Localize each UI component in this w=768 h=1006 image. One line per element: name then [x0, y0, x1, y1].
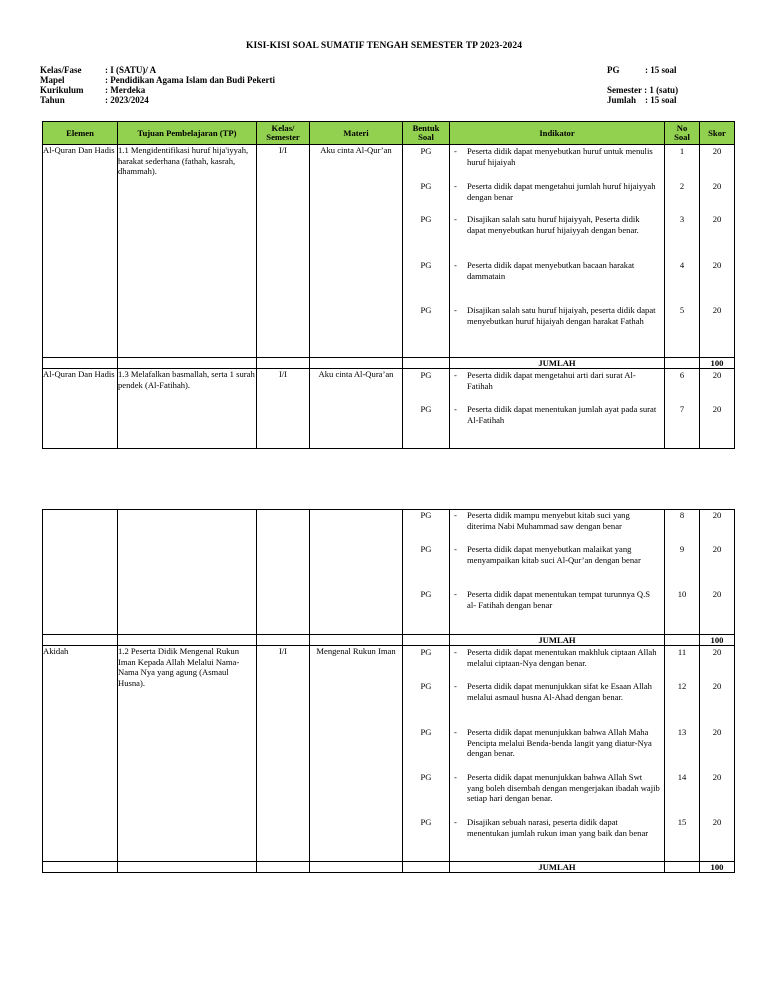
meta-value: : I (SATU)/ A [105, 65, 157, 75]
bullet-dash: - [454, 181, 457, 191]
skor-value: 20 [712, 681, 722, 691]
indikator-item [450, 181, 664, 214]
bentuk-value: PG [420, 404, 432, 414]
bullet-dash: - [454, 260, 457, 270]
bullet-dash: - [454, 510, 457, 520]
jumlah-empty [665, 635, 700, 646]
cell-bentuk-stack [403, 369, 450, 449]
indikator-text: Peserta didik dapat menunjukkan bahwa Allah Maha Pencipta melalui Benda-benda langit yang diatur-Nya dengan benar. [467, 727, 652, 758]
kisi-table-part-1 [42, 121, 735, 449]
no-value: 11 [677, 647, 687, 657]
indikator-text: Peserta didik dapat menentukan jumlah ayat pada surat Al-Fatihah [467, 404, 657, 425]
meta-value: : 15 soal [645, 95, 677, 105]
skor-value: 20 [712, 727, 722, 737]
skor-value: 20 [712, 772, 722, 782]
skor-value: 20 [712, 214, 722, 224]
cell-no-stack [665, 145, 700, 358]
document-meta-right [607, 65, 678, 105]
no-value: 15 [677, 817, 687, 827]
table-row [43, 646, 735, 862]
meta-row-kelas [40, 65, 275, 75]
meta-row-pg [607, 65, 678, 75]
jumlah-empty [310, 862, 403, 873]
indikator-text: Peserta didik dapat menentukan makhluk ciptaan Allah melalui ciptaan-Nya dengan benar. [467, 647, 657, 668]
no-value: 6 [679, 370, 685, 380]
skor-value: 20 [712, 589, 722, 599]
indikator-item [450, 727, 664, 772]
indikator-text: Peserta didik dapat menyebutkan bacaan harakat dammatain [467, 260, 635, 281]
bullet-dash: - [454, 370, 457, 380]
jumlah-value: 100 [700, 862, 735, 873]
cell-bentuk-stack [403, 145, 450, 358]
jumlah-label: JUMLAH [450, 862, 665, 873]
table-row [43, 369, 735, 449]
indikator-text: Disajikan sebuah narasi, peserta didik dapat menentukan jumlah rukun iman yang baik dan benar [467, 817, 649, 838]
header-kelas-line2: Semester [266, 132, 300, 142]
cell-kelas: I/I [257, 145, 310, 358]
header-no-line2: Soal [674, 132, 690, 142]
jumlah-label: JUMLAH [450, 358, 665, 369]
jumlah-empty [257, 635, 310, 646]
bullet-dash: - [454, 305, 457, 315]
cell-indikator-stack [450, 646, 665, 862]
jumlah-empty [43, 635, 118, 646]
bentuk-value: PG [420, 510, 432, 520]
no-value: 8 [679, 510, 685, 520]
bentuk-value: PG [420, 817, 432, 827]
meta-key: Jumlah [607, 95, 637, 105]
skor-value: 20 [712, 404, 722, 414]
cell-tp: 1.3 Melafalkan basmallah, serta 1 surah pendek (Al-Fatihah). [118, 369, 257, 449]
jumlah-row [43, 358, 735, 369]
indikator-item [450, 681, 664, 727]
cell-skor-stack [700, 369, 735, 449]
cell-materi [310, 510, 403, 635]
cell-tp: 1.1 Mengidentifikasi huruf hija'iyyah, harakat sederhana (fathah, kasrah, dhammah). [118, 145, 257, 358]
indikator-text: Peserta didik dapat menyebutkan malaikat yang menyampaikan kitab suci Al-Qur’an dengan benar [467, 544, 641, 565]
kisi-table-part-2 [42, 509, 735, 873]
bullet-dash: - [454, 727, 457, 737]
indikator-text: Peserta didik dapat mengetahui jumlah huruf hijaiyyah dengan benar [467, 181, 656, 202]
header-indikator: Indikator [450, 122, 665, 145]
header-bentuk-line2: Soal [418, 132, 434, 142]
meta-value: : Pendidikan Agama Islam dan Budi Pekerti [105, 75, 276, 85]
no-value: 3 [679, 214, 685, 224]
table-header-row [43, 122, 735, 145]
meta-row-tahun [40, 95, 275, 105]
table-row [43, 510, 735, 635]
indikator-item [450, 544, 664, 589]
meta-key: Mapel [40, 75, 65, 85]
header-no [665, 122, 700, 145]
jumlah-value: 100 [700, 635, 735, 646]
bentuk-value: PG [420, 214, 432, 224]
no-value: 12 [677, 681, 687, 691]
skor-value: 20 [712, 817, 722, 827]
indikator-text: Peserta didik dapat menunjukkan bahwa Allah Swt yang boleh disembah dengan mengerjakan ibadah wajib setiap hari dengan benar. [467, 772, 660, 803]
indikator-text: Peserta didik dapat menunjukkan sifat ke Esaan Allah melalui asmaul husna Al-Ahad dengan benar. [467, 681, 652, 702]
cell-elemen: Al-Quran Dan Hadis [43, 145, 118, 358]
cell-skor-stack [700, 510, 735, 635]
header-kelas-line1: Kelas/ [271, 123, 295, 133]
no-value: 10 [677, 589, 687, 599]
cell-kelas: I/I [257, 369, 310, 449]
bullet-dash: - [454, 544, 457, 554]
bentuk-value: PG [420, 370, 432, 380]
no-value: 14 [677, 772, 687, 782]
meta-key: PG [607, 65, 620, 75]
document-title: KISI-KISI SOAL SUMATIF TENGAH SEMESTER TP 2023-2024 [245, 41, 523, 51]
bentuk-value: PG [420, 772, 432, 782]
cell-skor-stack [700, 145, 735, 358]
cell-no-stack [665, 369, 700, 449]
cell-kelas: I/I [257, 646, 310, 862]
cell-bentuk-stack [403, 510, 450, 635]
meta-row-semester [607, 85, 678, 95]
indikator-item [450, 305, 664, 355]
cell-elemen: Al-Quran Dan Hadis [43, 369, 118, 449]
indikator-text: Peserta didik mampu menyebut kitab suci yang diterima Nabi Muhammad saw dengan benar [467, 510, 630, 531]
indikator-item [450, 214, 664, 260]
jumlah-empty [118, 635, 257, 646]
skor-value: 20 [712, 544, 722, 554]
jumlah-empty [310, 635, 403, 646]
indikator-text: Disajikan salah satu huruf hijaiyah, peserta didik dapat menyebutkan huruf hijaiyah dengan harakat Fathah [467, 305, 656, 326]
bullet-dash: - [454, 647, 457, 657]
header-elemen: Elemen [43, 122, 118, 145]
bentuk-value: PG [420, 181, 432, 191]
jumlah-empty [403, 862, 450, 873]
no-value: 5 [679, 305, 685, 315]
cell-kelas [257, 510, 310, 635]
cell-elemen [43, 510, 118, 635]
jumlah-empty [43, 862, 118, 873]
bullet-dash: - [454, 404, 457, 414]
skor-value: 20 [712, 181, 722, 191]
indikator-item [450, 772, 664, 817]
bentuk-value: PG [420, 146, 432, 156]
jumlah-empty [403, 358, 450, 369]
indikator-item [450, 817, 664, 857]
indikator-item [450, 404, 664, 434]
no-value: 4 [679, 260, 685, 270]
cell-tp: 1.2 Peserta Didik Mengenal Rukun Iman Kepada Allah Melalui Nama-Nama Nya yang agung (Asmaul Husna). [118, 646, 257, 862]
cell-materi: Aku cinta Al-Qur’an [310, 145, 403, 358]
skor-value: 20 [712, 370, 722, 380]
indikator-item [450, 646, 664, 681]
skor-value: 20 [712, 305, 722, 315]
jumlah-empty [665, 358, 700, 369]
header-tp: Tujuan Pembelajaran (TP) [118, 122, 257, 145]
meta-value: : 15 soal [645, 65, 677, 75]
indikator-item [450, 510, 664, 544]
cell-no-stack [665, 510, 700, 635]
jumlah-row [43, 862, 735, 873]
bentuk-value: PG [420, 260, 432, 270]
cell-bentuk-stack [403, 646, 450, 862]
meta-row-kurikulum [40, 85, 275, 95]
jumlah-empty [118, 358, 257, 369]
bentuk-value: PG [420, 589, 432, 599]
bullet-dash: - [454, 681, 457, 691]
bentuk-value: PG [420, 305, 432, 315]
cell-no-stack [665, 646, 700, 862]
cell-tp [118, 510, 257, 635]
cell-skor-stack [700, 646, 735, 862]
jumlah-empty [310, 358, 403, 369]
header-no-line1: No [676, 123, 688, 133]
jumlah-label: JUMLAH [450, 635, 665, 646]
indikator-text: Disajikan salah satu huruf hijaiyyah, Peserta didik dapat menyebutkan huruf hijaiyyah dengan benar. [467, 214, 640, 235]
meta-row-blank [607, 75, 678, 85]
jumlah-row [43, 635, 735, 646]
skor-value: 20 [712, 647, 722, 657]
indikator-item [450, 369, 664, 404]
jumlah-empty [665, 862, 700, 873]
no-value: 9 [679, 544, 685, 554]
cell-indikator-stack [450, 369, 665, 449]
bentuk-value: PG [420, 647, 432, 657]
meta-value: : Merdeka [105, 85, 146, 95]
indikator-text: Peserta didik dapat menyebutkan huruf untuk menulis huruf hijaiyah [467, 146, 653, 167]
jumlah-empty [43, 358, 118, 369]
cell-indikator-stack [450, 145, 665, 358]
jumlah-empty [257, 862, 310, 873]
header-skor: Skor [700, 122, 735, 145]
meta-value: : 2023/2024 [105, 95, 149, 105]
meta-row-jumlah [607, 95, 678, 105]
meta-key: Kurikulum [40, 85, 84, 95]
cell-materi: Aku cinta Al-Qura’an [310, 369, 403, 449]
no-value: 13 [677, 727, 687, 737]
bentuk-value: PG [420, 544, 432, 554]
jumlah-empty [403, 635, 450, 646]
table-row [43, 145, 735, 358]
bentuk-value: PG [420, 727, 432, 737]
header-bentuk [403, 122, 450, 145]
cell-materi: Mengenal Rukun Iman [310, 646, 403, 862]
header-kelas [257, 122, 310, 145]
jumlah-empty [118, 862, 257, 873]
no-value: 2 [679, 181, 685, 191]
meta-key: Kelas/Fase [40, 65, 82, 75]
skor-value: 20 [712, 510, 722, 520]
meta-row-mapel [40, 75, 275, 85]
header-bentuk-line1: Bentuk [412, 123, 440, 133]
no-value: 7 [679, 404, 685, 414]
skor-value: 20 [712, 260, 722, 270]
meta-key: Tahun [40, 95, 65, 105]
jumlah-value: 100 [700, 358, 735, 369]
skor-value: 20 [712, 146, 722, 156]
bullet-dash: - [454, 589, 457, 599]
indikator-item [450, 145, 664, 181]
document-meta-left [40, 65, 275, 105]
bullet-dash: - [454, 146, 457, 156]
indikator-item [450, 589, 664, 629]
bentuk-value: PG [420, 681, 432, 691]
cell-elemen: Akidah [43, 646, 118, 862]
indikator-text: Peserta didik dapat menentukan tempat turunnya Q.S al- Fatihah dengan benar [467, 589, 651, 610]
indikator-text: Peserta didik dapat mengetahui arti dari surat Al-Fatihah [467, 370, 636, 391]
bullet-dash: - [454, 772, 457, 782]
no-value: 1 [679, 146, 685, 156]
meta-value: Semester : 1 (satu) [607, 85, 679, 95]
jumlah-empty [257, 358, 310, 369]
bullet-dash: - [454, 817, 457, 827]
cell-indikator-stack [450, 510, 665, 635]
bullet-dash: - [454, 214, 457, 224]
header-materi: Materi [310, 122, 403, 145]
indikator-item [450, 260, 664, 305]
